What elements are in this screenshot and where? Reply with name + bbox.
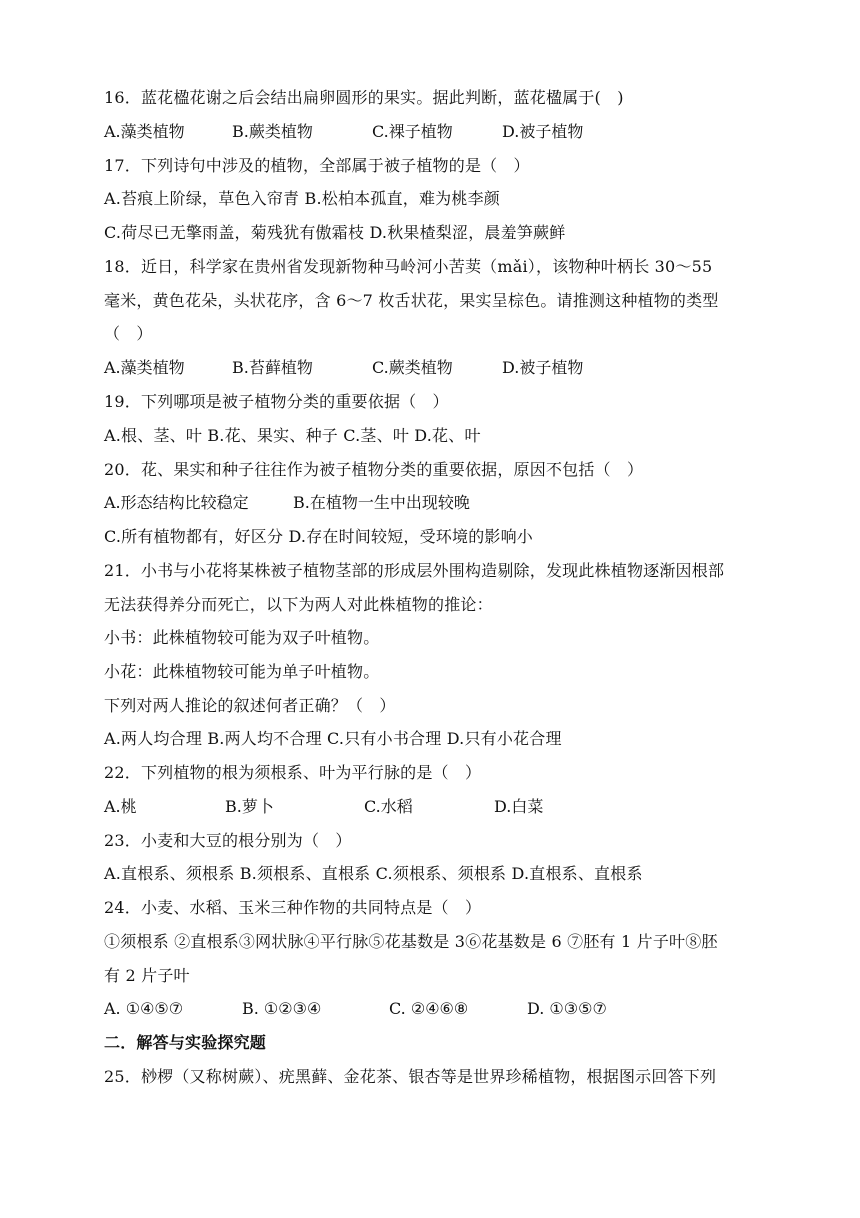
question-20-options-line-2: C.所有植物都有，好区分 D.存在时间较短，受环境的影响小 xyxy=(104,527,533,546)
question-17-options-line-1: A.苔痕上阶绿，草色入帘青 B.松柏本孤直，难为桃李颜 xyxy=(104,189,500,208)
question-20-option-a: A.形态结构比较稳定 xyxy=(104,493,249,512)
question-17-stem: 17．下列诗句中涉及的植物，全部属于被子植物的是（ ） xyxy=(104,156,530,175)
question-16-option-d: D.被子植物 xyxy=(502,122,584,141)
question-18-option-c: C.蕨类植物 xyxy=(372,358,453,377)
question-16-option-b: B.蕨类植物 xyxy=(232,122,313,141)
question-24-items-line-2: 有 2 片子叶 xyxy=(104,966,190,985)
question-21-ask: 下列对两人推论的叙述何者正确？（ ） xyxy=(104,696,396,715)
question-22-option-a: A.桃 xyxy=(104,797,137,816)
question-18-option-a: A.藻类植物 xyxy=(104,358,185,377)
question-23-options-line: A.直根系、须根系 B.须根系、直根系 C.须根系、须根系 D.直根系、直根系 xyxy=(104,864,643,883)
question-20-option-b: B.在植物一生中出现较晚 xyxy=(293,493,470,512)
question-18-option-d: D.被子植物 xyxy=(502,358,584,377)
question-24-option-a: A. ①④⑤⑦ xyxy=(104,999,184,1018)
question-24-option-b: B. ①②③④ xyxy=(242,999,322,1018)
question-22-option-b: B.萝卜 xyxy=(225,797,274,816)
question-22-stem: 22．下列植物的根为须根系、叶为平行脉的是（ ） xyxy=(104,763,482,782)
question-17-options-line-2: C.荷尽已无擎雨盖，菊残犹有傲霜枝 D.秋果楂梨涩，晨羞笋蕨鲜 xyxy=(104,223,566,242)
question-24-stem: 24．小麦、水稻、玉米三种作物的共同特点是（ ） xyxy=(104,898,482,917)
question-21-stem-line-2: 无法获得养分而死亡，以下为两人对此株植物的推论： xyxy=(104,595,493,614)
question-21-xiaoshu: 小书：此株植物较可能为双子叶植物。 xyxy=(104,628,380,647)
question-21-options-line: A.两人均合理 B.两人均不合理 C.只有小书合理 D.只有小花合理 xyxy=(104,729,562,748)
question-24-option-c: C. ②④⑥⑧ xyxy=(389,999,469,1018)
question-18-stem-line-3: （ ） xyxy=(104,324,153,343)
question-16-option-a: A.藻类植物 xyxy=(104,122,185,141)
question-21-xiaohua: 小花：此株植物较可能为单子叶植物。 xyxy=(104,662,380,681)
question-18-stem-line-1: 18．近日，科学家在贵州省发现新物种马岭河小苦荬（mǎi），该物种叶柄长 30～55 xyxy=(104,257,713,276)
question-19-options-line: A.根、茎、叶 B.花、果实、种子 C.茎、叶 D.花、叶 xyxy=(104,426,481,445)
question-21-stem-line-1: 21．小书与小花将某株被子植物茎部的形成层外围构造剔除，发现此株植物逐渐因根部 xyxy=(104,561,725,580)
question-16-option-c: C.裸子植物 xyxy=(372,122,453,141)
question-18-stem-line-2: 毫米，黄色花朵，头状花序，含 6～7 枚舌状花，果实呈棕色。请推测这种植物的类型 xyxy=(104,291,719,310)
question-22-option-d: D.白菜 xyxy=(494,797,544,816)
question-24-option-d: D. ①③⑤⑦ xyxy=(527,999,607,1018)
question-20-stem: 20．花、果实和种子往往作为被子植物分类的重要依据，原因不包括（ ） xyxy=(104,460,644,479)
question-25-stem: 25．桫椤（又称树蕨）、疣黑藓、金花茶、银杏等是世界珍稀植物，根据图示回答下列 xyxy=(104,1067,717,1086)
question-16-stem: 16．蓝花楹花谢之后会结出扁卵圆形的果实。据此判断，蓝花楹属于( ) xyxy=(104,88,624,107)
section-2-heading: 二．解答与实验探究题 xyxy=(104,1033,267,1052)
question-18-option-b: B.苔藓植物 xyxy=(232,358,313,377)
question-22-option-c: C.水稻 xyxy=(364,797,413,816)
question-23-stem: 23．小麦和大豆的根分别为（ ） xyxy=(104,831,352,850)
question-19-stem: 19．下列哪项是被子植物分类的重要依据（ ） xyxy=(104,392,449,411)
question-24-items-line-1: ①须根系 ②直根系③网状脉④平行脉⑤花基数是 3⑥花基数是 6 ⑦胚有 1 片子叶⑧胚 xyxy=(104,932,718,951)
